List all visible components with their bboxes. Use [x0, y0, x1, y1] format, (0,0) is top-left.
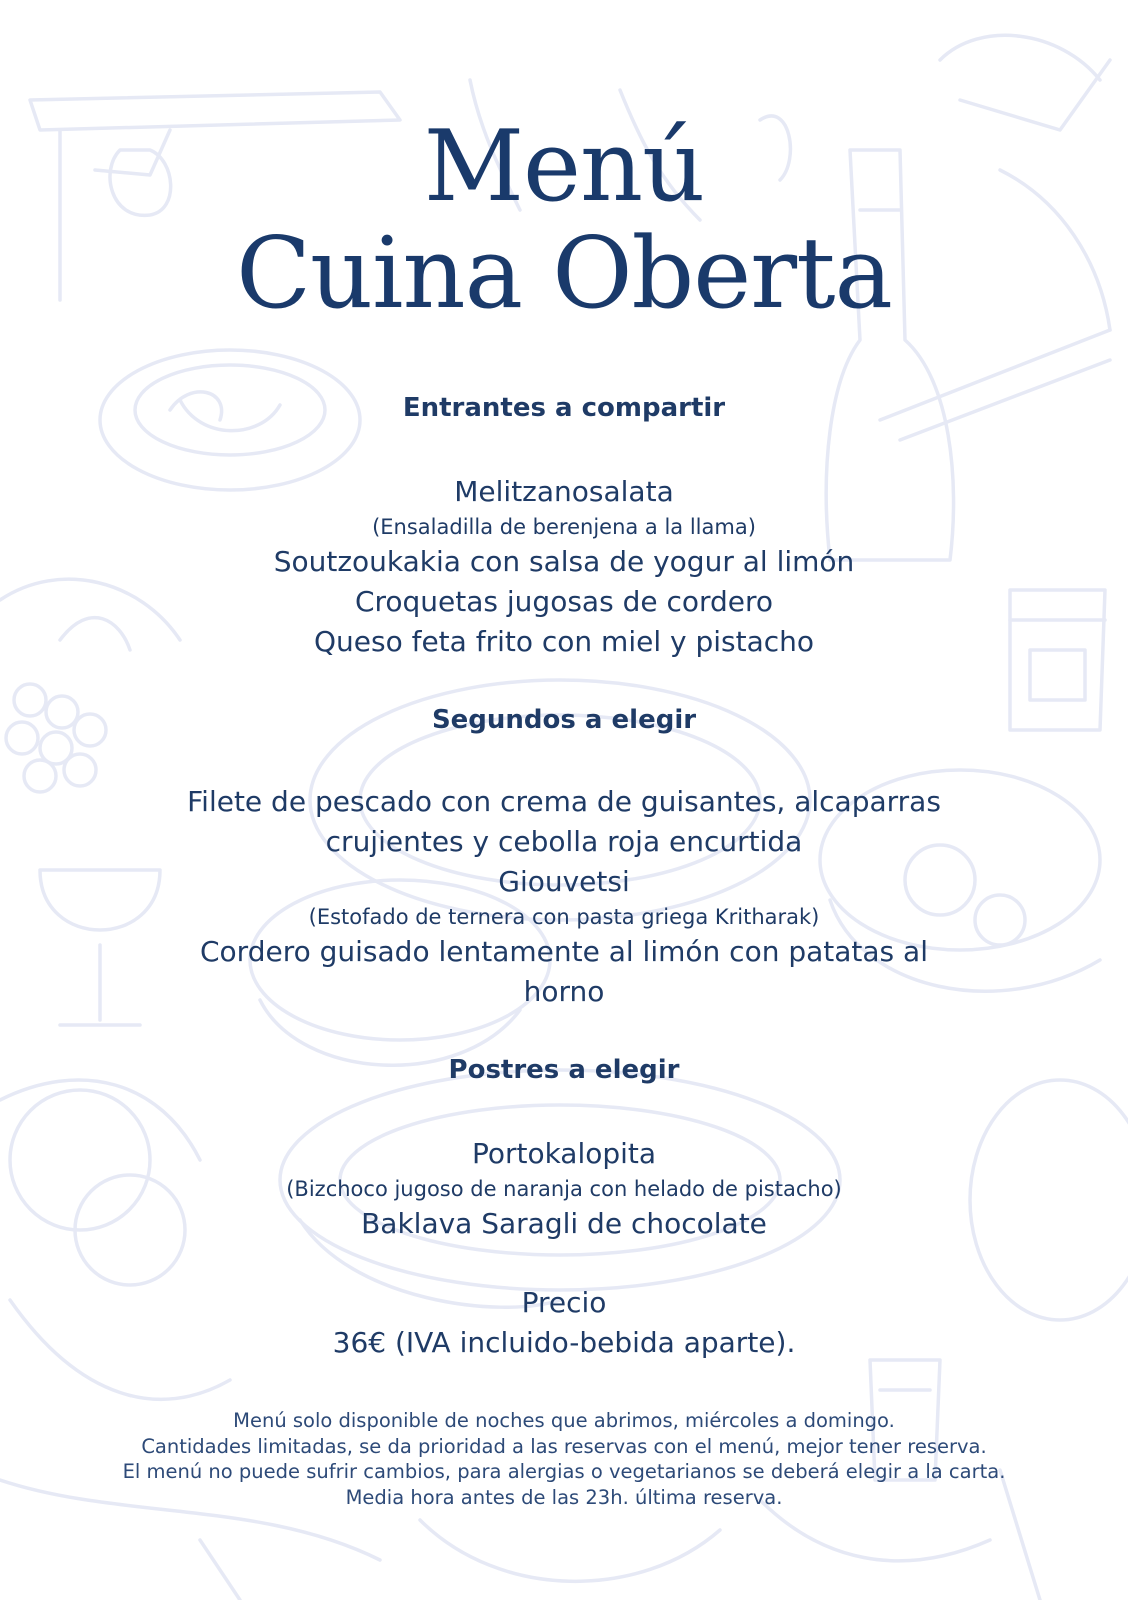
- starter-dish-3: Croquetas jugosas de cordero: [354, 585, 774, 618]
- main-dish-1-line-1: Filete de pescado con crema de guisantes, alcaparras: [187, 785, 941, 818]
- desserts-heading: Postres a elegir: [448, 1055, 680, 1085]
- starters-dishes: [0, 472, 1128, 662]
- starters-section: [0, 393, 1128, 424]
- footer-notes: [0, 1408, 1128, 1510]
- mains-section: [0, 705, 1128, 736]
- title-line-2: Cuina Oberta: [236, 217, 892, 331]
- desserts-section: [0, 1055, 1128, 1086]
- desserts-dishes: [0, 1134, 1128, 1244]
- main-dish-2: Giouvetsi: [498, 865, 630, 898]
- footer-line-1: Menú solo disponible de noches que abrimos, miércoles a domingo.: [233, 1409, 895, 1432]
- footer-line-3: El menú no puede sufrir cambios, para alergias o vegetarianos se deberá elegir a la carta.: [122, 1460, 1006, 1483]
- starter-dish-2: Soutzoukakia con salsa de yogur al limón: [273, 545, 855, 578]
- price-section: [0, 1283, 1128, 1363]
- starter-dish-4: Queso feta frito con miel y pistacho: [313, 625, 815, 658]
- title-line-1: Menú: [423, 110, 705, 224]
- starter-dish-1: Melitzanosalata: [454, 475, 674, 508]
- footer-line-4: Media hora antes de las 23h. última reserva.: [345, 1485, 783, 1509]
- mains-dishes: [0, 782, 1128, 1012]
- main-dish-1-line-2: crujientes y cebolla roja encurtida: [325, 825, 803, 858]
- dessert-dish-1-note: (Bizchoco jugoso de naranja con helado de pistacho): [286, 1177, 842, 1201]
- main-dish-3-line-1: Cordero guisado lentamente al limón con patatas al: [200, 935, 928, 968]
- dessert-dish-1: Portokalopita: [471, 1137, 657, 1170]
- dessert-dish-2: Baklava Saragli de chocolate: [361, 1207, 767, 1240]
- price-value: 36€ (IVA incluido-bebida aparte).: [332, 1326, 796, 1359]
- main-dish-3-line-2: horno: [523, 975, 605, 1008]
- starters-heading: Entrantes a compartir: [402, 393, 726, 423]
- price-label: Precio: [521, 1286, 607, 1319]
- main-dish-2-note: (Estofado de ternera con pasta griega Kritharak): [308, 905, 820, 929]
- mains-heading: Segundos a elegir: [431, 705, 697, 735]
- footer-line-2: Cantidades limitadas, se da prioridad a las reservas con el menú, mejor tener reserva.: [141, 1434, 987, 1458]
- starter-dish-1-note: (Ensaladilla de berenjena a la llama): [372, 515, 756, 539]
